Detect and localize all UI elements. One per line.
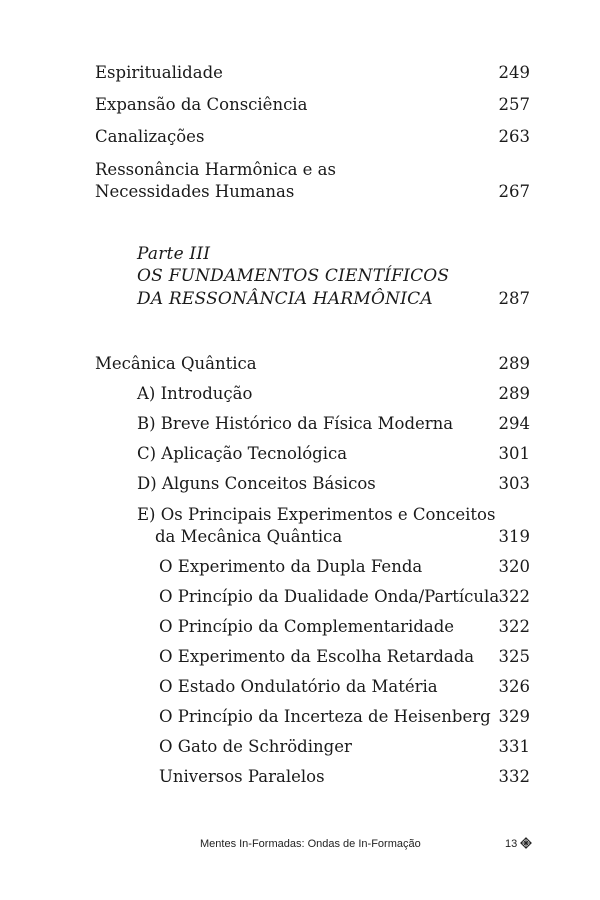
toc-subsubentry-page: 326 [498, 677, 530, 696]
part-heading-page: 287 [498, 289, 530, 308]
toc-entry-label: Canalizações [95, 127, 205, 146]
toc-subentry-page: 303 [498, 474, 530, 493]
toc-subentry-page: 319 [498, 527, 530, 546]
toc-subentry-page: 294 [498, 414, 530, 433]
toc-subsubentry-page: 322 [498, 587, 530, 606]
toc-subsubentry-page: 320 [498, 557, 530, 576]
toc-subsubentry-label: O Experimento da Escolha Retardada [159, 647, 475, 666]
running-footer-title: Mentes In-Formadas: Ondas de In-Formação [200, 838, 421, 850]
toc-entry-page: 263 [498, 127, 530, 146]
toc-subsubentry-page: 331 [498, 737, 530, 756]
toc-entry-page: 257 [498, 95, 530, 114]
part-heading-title-line2: DA RESSONÂNCIA HARMÔNICA [137, 289, 433, 309]
toc-subsubentry-label: O Princípio da Complementaridade [159, 617, 455, 636]
toc-entry-label-line1: Ressonância Harmônica e as [95, 160, 336, 179]
toc-subentry-page: 289 [498, 384, 530, 403]
toc-entry-label: Mecânica Quântica [95, 354, 257, 373]
toc-subentry-page: 301 [498, 444, 530, 463]
toc-subentry-label: D) Alguns Conceitos Básicos [137, 474, 376, 493]
toc-subentry-label: B) Breve Histórico da Física Moderna [137, 414, 454, 433]
toc-subsubentry-label: O Princípio da Incerteza de Heisenberg [159, 707, 491, 726]
toc-subsubentry-page: 325 [498, 647, 530, 666]
toc-subentry-label: C) Aplicação Tecnológica [137, 444, 348, 463]
toc-entry-page: 249 [498, 63, 530, 82]
part-heading-title-line1: OS FUNDAMENTOS CIENTÍFICOS [137, 266, 450, 286]
toc-subentry-label: A) Introdução [137, 384, 253, 403]
toc-entry-page: 267 [498, 182, 530, 201]
toc-entry-page: 289 [498, 354, 530, 373]
toc-subsubentry-label: O Estado Ondulatório da Matéria [159, 677, 438, 696]
toc-subentry-label-line1: E) Os Principais Experimentos e Conceitos [137, 505, 496, 524]
toc-subsubentry-label: O Experimento da Dupla Fenda [159, 557, 423, 576]
page-number: 13 [505, 838, 518, 850]
part-heading-label: Parte III [137, 244, 211, 264]
toc-subentry-label-line2: da Mecânica Quântica [155, 527, 343, 546]
toc-subsubentry-label: Universos Paralelos [159, 767, 325, 786]
toc-subsubentry-label: O Gato de Schrödinger [159, 737, 352, 756]
toc-entry-label: Espiritualidade [95, 63, 223, 82]
toc-subsubentry-page: 329 [498, 707, 530, 726]
toc-entry-label: Expansão da Consciência [95, 95, 308, 114]
diamond-lattice-icon [520, 837, 532, 849]
toc-subsubentry-page: 322 [498, 617, 530, 636]
toc-subsubentry-page: 332 [498, 767, 530, 786]
toc-subsubentry-label: O Princípio da Dualidade Onda/Partícula [159, 587, 500, 606]
toc-entry-label-line2: Necessidades Humanas [95, 182, 295, 201]
